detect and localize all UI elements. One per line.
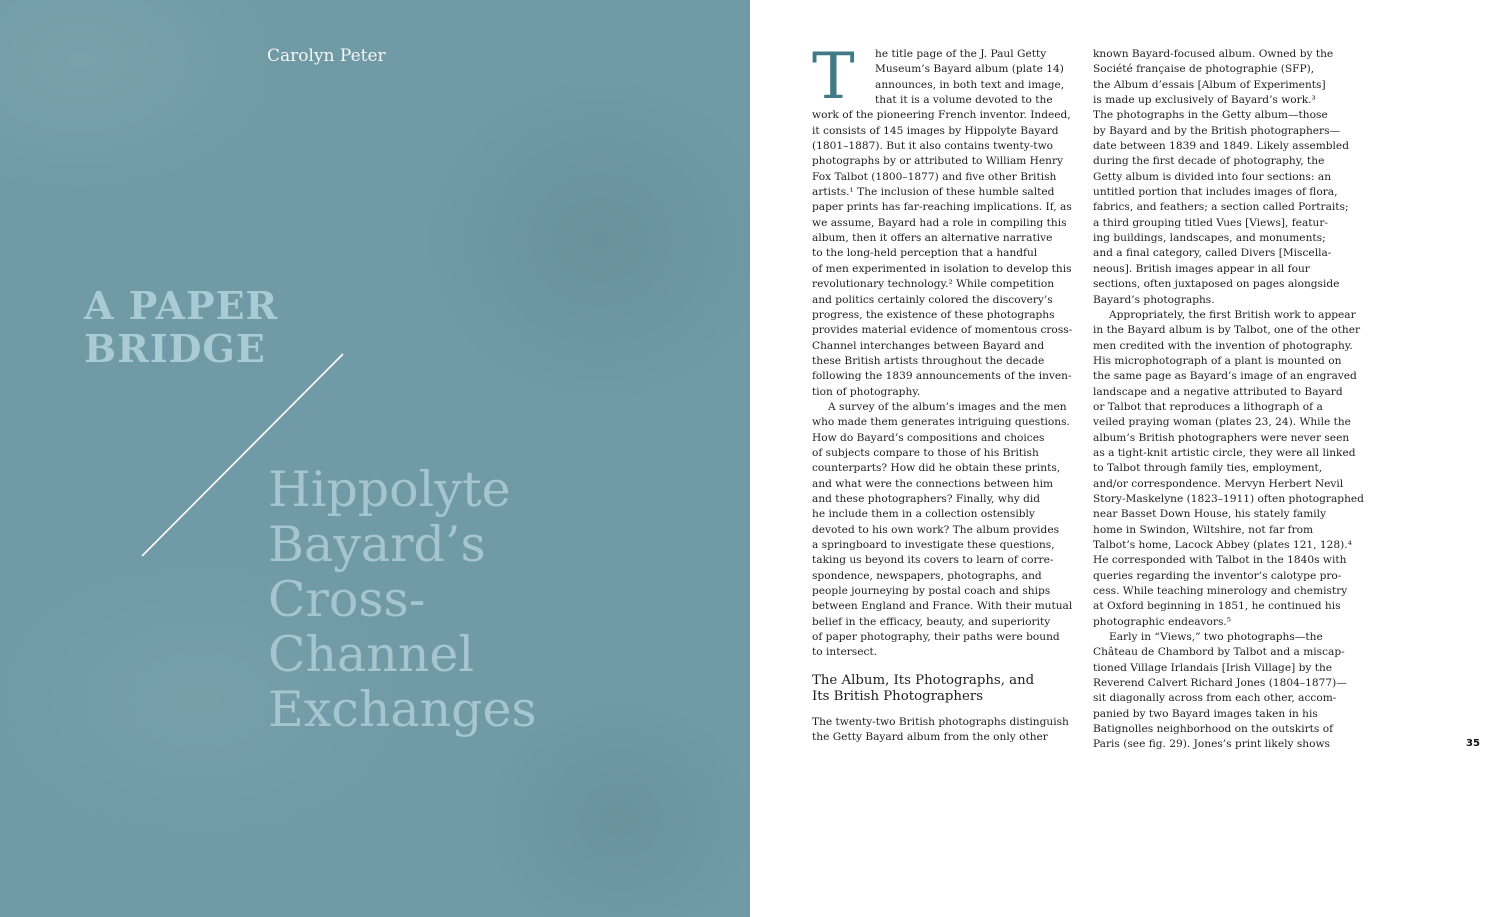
text-line: Early in “Views,” two photographs—the [1109, 631, 1323, 644]
text-line: the Album d’essais [Album of Experiments] [1093, 78, 1326, 91]
paragraph-1 [812, 108, 1080, 400]
text-line: belief in the efficacy, beauty, and superiority [812, 615, 1051, 628]
text-line: How do Bayard’s compositions and choices [812, 431, 1045, 444]
text-line: Batignolles neighborhood on the outskirts of [1093, 723, 1334, 736]
text-line: Appropriately, the first British work to appear [1109, 308, 1356, 321]
text-line: he title page of the J. Paul Getty [875, 48, 1047, 60]
text-line: photographic endeavors.⁵ [1093, 615, 1232, 628]
text-line: panied by two Bayard images taken in his [1093, 707, 1318, 720]
text-line: Talbot’s home, Lacock Abbey (plates 121, 128).⁴ [1093, 539, 1352, 551]
text-line: by Bayard and by the British photographers— [1093, 124, 1341, 137]
text-line: following the 1839 announcements of the inven- [812, 370, 1072, 383]
text-line: at Oxford beginning in 1851, he continued his [1093, 600, 1341, 613]
text-line: home in Swindon, Wiltshire, not far from [1093, 523, 1314, 536]
text-line: tion of photography. [812, 385, 921, 398]
text-line: near Basset Down House, his stately family [1093, 508, 1327, 521]
text-line: photographs by or attributed to William Henry [812, 155, 1064, 168]
text-line: album, then it offers an alternative narrative [812, 232, 1053, 245]
paragraph-5 [1093, 308, 1363, 630]
text-line: counterparts? How did he obtain these prints, [812, 462, 1061, 475]
text-line: sections, often juxtaposed on pages alongside [1093, 278, 1340, 291]
text-line: (1801–1887). But it also contains twenty-two [812, 140, 1054, 153]
text-line: artists.¹ The inclusion of these humble salted [812, 186, 1055, 199]
paragraph-4 [1093, 47, 1363, 308]
text-line: between England and France. With their mutual [812, 600, 1073, 613]
text-line: Société française de photographie (SFP), [1093, 63, 1315, 76]
paragraph-6 [1093, 630, 1363, 753]
text-line: he include them in a collection ostensibly [812, 508, 1035, 521]
text-line: neous]. British images appear in all four [1093, 262, 1310, 275]
text-line: veiled praying woman (plates 23, 24). While the [1093, 416, 1351, 429]
text-line: progress, the existence of these photographs [812, 308, 1055, 321]
text-line: during the first decade of photography, the [1093, 155, 1325, 168]
text-line: these British artists throughout the decade [812, 354, 1045, 367]
text-line: and politics certainly colored the discovery’s [812, 293, 1053, 306]
text-line: The twenty-two British photographs distinguish [812, 715, 1069, 728]
text-line: untitled portion that includes images of flora, [1093, 186, 1338, 199]
text-line: a third grouping titled Vues [Views], featur- [1093, 216, 1328, 229]
text-line: known Bayard-focused album. Owned by the [1093, 48, 1334, 60]
text-line: taking us beyond its covers to learn of corre- [812, 554, 1054, 567]
text-line: a springboard to investigate these questions, [812, 539, 1055, 551]
text-line: to the long-held perception that a handful [812, 247, 1038, 260]
text-line: spondence, newspapers, photographs, and [812, 569, 1042, 582]
text-line: His microphotograph of a plant is mounted on [1093, 354, 1342, 367]
text-line: He corresponded with Talbot in the 1840s with [1093, 554, 1347, 567]
text-line: A survey of the album’s images and the men [828, 400, 1067, 413]
text-line: Museum’s Bayard album (plate 14) [875, 63, 1064, 76]
heading-line: Its British Photographers [812, 689, 984, 705]
text-line: Bayard’s photographs. [1093, 293, 1215, 306]
text-line: date between 1839 and 1849. Likely assembled [1093, 140, 1349, 153]
text-column-2 [1093, 47, 1363, 753]
text-line: Story-Maskelyne (1823–1911) often photographed [1093, 492, 1364, 505]
text-line: people journeying by postal coach and ships [812, 585, 1051, 598]
text-line: to intersect. [812, 646, 878, 659]
text-line: of men experimented in isolation to develop this [812, 262, 1072, 275]
text-line: Reverend Calvert Richard Jones (1804–1877)— [1093, 677, 1347, 690]
text-line: work of the pioneering French inventor. Indeed, [812, 109, 1071, 122]
text-line: sit diagonally across from each other, accom- [1093, 692, 1337, 705]
text-line: or Talbot that reproduces a lithograph of a [1093, 400, 1323, 413]
text-line: the same page as Bayard’s image of an engraved [1093, 370, 1357, 383]
author-name: Carolyn Peter [267, 46, 386, 66]
text-line: it consists of 145 images by Hippolyte Bayard [812, 124, 1059, 137]
text-line: and what were the connections between him [812, 477, 1054, 490]
title-line: A PAPER [84, 283, 279, 328]
section-heading [812, 673, 1080, 706]
paragraph-3 [812, 715, 1080, 746]
text-line: and a final category, called Divers [Miscella- [1093, 247, 1332, 260]
text-line: album’s British photographers were never seen [1093, 431, 1350, 444]
text-line: to Talbot through family ties, employment, [1093, 462, 1323, 475]
subtitle-line: Hippolyte [268, 461, 511, 518]
text-line: men credited with the invention of photography. [1093, 339, 1353, 352]
text-line: of subjects compare to those of his British [812, 446, 1039, 459]
text-column-1 [812, 40, 1080, 745]
page-number: 35 [1466, 738, 1480, 749]
paragraph-2 [812, 400, 1080, 661]
text-line: Paris (see fig. 29). Jones’s print likely shows [1093, 738, 1330, 751]
subtitle-line: Exchanges [268, 681, 537, 738]
text-line: Channel interchanges between Bayard and [812, 339, 1045, 352]
text-line: in the Bayard album is by Talbot, one of the other [1093, 324, 1361, 337]
text-line: announces, in both text and image, [875, 78, 1065, 91]
text-line: paper prints has far-reaching implications. If, as [812, 201, 1072, 214]
text-line: of paper photography, their paths were bound [812, 631, 1060, 644]
text-line: we assume, Bayard had a role in compiling this [812, 216, 1067, 229]
text-line: and/or correspondence. Mervyn Herbert Nevil [1093, 477, 1344, 490]
subtitle-line: Cross- [268, 571, 426, 628]
drop-cap: T [812, 40, 855, 114]
text-line: fabrics, and feathers; a section called Portraits; [1093, 201, 1349, 214]
text-line: ing buildings, landscapes, and monuments; [1093, 232, 1326, 245]
text-line: cess. While teaching minerology and chemistry [1093, 585, 1348, 598]
title-line: BRIDGE [84, 326, 266, 371]
text-line: Château de Chambord by Talbot and a miscap- [1093, 646, 1345, 659]
text-line: Fox Talbot (1800–1877) and five other British [812, 170, 1057, 183]
chapter-subtitle [268, 462, 738, 737]
text-line: as a tight-knit artistic circle, they were all linked [1093, 446, 1356, 459]
text-line: is made up exclusively of Bayard’s work.³ [1093, 94, 1316, 107]
text-line: devoted to his own work? The album provides [812, 523, 1060, 536]
text-line: revolutionary technology.² While competition [812, 278, 1055, 291]
text-line: and these photographers? Finally, why did [812, 492, 1041, 505]
subtitle-line: Bayard’s [268, 516, 486, 573]
text-line: that it is a volume devoted to the [875, 94, 1053, 107]
subtitle-line: Channel [268, 626, 475, 683]
text-line: Getty album is divided into four sections: an [1093, 170, 1332, 183]
text-line: provides material evidence of momentous cross- [812, 324, 1073, 337]
text-line: the Getty Bayard album from the only other [812, 731, 1048, 744]
text-line: queries regarding the inventor’s calotype pro- [1093, 569, 1342, 582]
text-line: The photographs in the Getty album—those [1093, 109, 1328, 122]
text-line: who made them generates intriguing questions. [812, 416, 1070, 429]
heading-line: The Album, Its Photographs, and [812, 672, 1035, 688]
text-line: tioned Village Irlandais [Irish Village] by the [1093, 661, 1333, 674]
text-line: landscape and a negative attributed to Bayard [1093, 385, 1343, 398]
right-page [750, 0, 1500, 917]
